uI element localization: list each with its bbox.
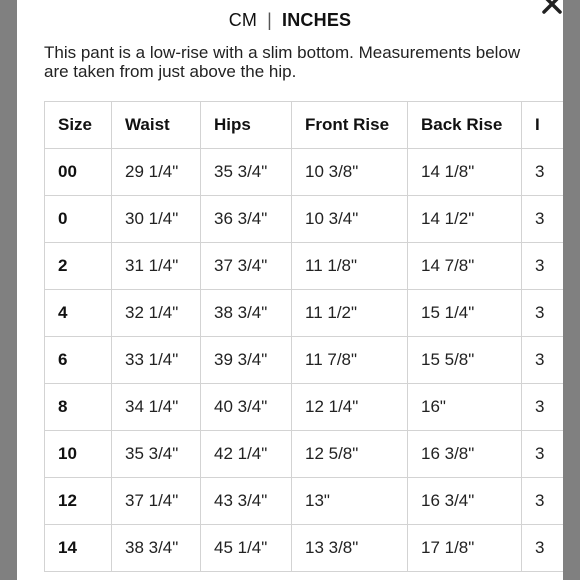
- waist-cell: 34 1/4": [112, 384, 201, 431]
- hips-cell: 45 1/4": [201, 525, 292, 572]
- column-header-hips: Hips: [201, 102, 292, 149]
- size-cell: 2: [45, 243, 112, 290]
- waist-cell: 29 1/4": [112, 149, 201, 196]
- truncated-cell: 3: [522, 243, 564, 290]
- size-cell: 4: [45, 290, 112, 337]
- hips-cell: 36 3/4": [201, 196, 292, 243]
- hips-cell: 35 3/4": [201, 149, 292, 196]
- back-rise-cell: 16 3/4": [408, 478, 522, 525]
- waist-cell: 38 3/4": [112, 525, 201, 572]
- table-row: [45, 337, 564, 384]
- column-header-front-rise: Front Rise: [292, 102, 408, 149]
- waist-cell: 35 3/4": [112, 431, 201, 478]
- waist-cell: 31 1/4": [112, 243, 201, 290]
- table-row: [45, 431, 564, 478]
- size-cell: 0: [45, 196, 112, 243]
- back-rise-cell: 16": [408, 384, 522, 431]
- back-rise-cell: 14 1/2": [408, 196, 522, 243]
- front-rise-cell: 11 1/2": [292, 290, 408, 337]
- size-cell: 10: [45, 431, 112, 478]
- waist-cell: 30 1/4": [112, 196, 201, 243]
- truncated-cell: 3: [522, 525, 564, 572]
- size-chart-modal: [17, 0, 563, 580]
- column-header-truncated: I: [522, 102, 564, 149]
- size-cell: 00: [45, 149, 112, 196]
- unit-separator: |: [267, 10, 273, 30]
- table-row: [45, 290, 564, 337]
- truncated-cell: 3: [522, 196, 564, 243]
- front-rise-cell: 12 5/8": [292, 431, 408, 478]
- waist-cell: 33 1/4": [112, 337, 201, 384]
- hips-cell: 40 3/4": [201, 384, 292, 431]
- size-cell: 12: [45, 478, 112, 525]
- table-row: [45, 243, 564, 290]
- size-cell: 6: [45, 337, 112, 384]
- front-rise-cell: 11 7/8": [292, 337, 408, 384]
- front-rise-cell: 10 3/4": [292, 196, 408, 243]
- truncated-cell: 3: [522, 384, 564, 431]
- truncated-cell: 3: [522, 431, 564, 478]
- hips-cell: 39 3/4": [201, 337, 292, 384]
- truncated-cell: 3: [522, 149, 564, 196]
- back-rise-cell: 15 1/4": [408, 290, 522, 337]
- back-rise-cell: 15 5/8": [408, 337, 522, 384]
- truncated-cell: 3: [522, 337, 564, 384]
- column-header-size: Size: [45, 102, 112, 149]
- column-header-back-rise: Back Rise: [408, 102, 522, 149]
- hips-cell: 42 1/4": [201, 431, 292, 478]
- table-header-row: [45, 102, 564, 149]
- back-rise-cell: 14 7/8": [408, 243, 522, 290]
- back-rise-cell: 14 1/8": [408, 149, 522, 196]
- hips-cell: 38 3/4": [201, 290, 292, 337]
- hips-cell: 37 3/4": [201, 243, 292, 290]
- truncated-cell: 3: [522, 290, 564, 337]
- waist-cell: 32 1/4": [112, 290, 201, 337]
- front-rise-cell: 13": [292, 478, 408, 525]
- table-row: [45, 149, 564, 196]
- size-table-container[interactable]: [44, 101, 563, 580]
- front-rise-cell: 12 1/4": [292, 384, 408, 431]
- hips-cell: 43 3/4": [201, 478, 292, 525]
- front-rise-cell: 10 3/8": [292, 149, 408, 196]
- front-rise-cell: 11 1/8": [292, 243, 408, 290]
- table-row: [45, 384, 564, 431]
- truncated-cell: 3: [522, 478, 564, 525]
- front-rise-cell: 13 3/8": [292, 525, 408, 572]
- table-row: [45, 478, 564, 525]
- table-row: [45, 196, 564, 243]
- fit-description: This pant is a low-rise with a slim bottom. Measurements below are taken from just above the hip.: [44, 43, 521, 81]
- unit-option-cm[interactable]: CM: [228, 10, 258, 30]
- back-rise-cell: 17 1/8": [408, 525, 522, 572]
- table-row: [45, 525, 564, 572]
- waist-cell: 37 1/4": [112, 478, 201, 525]
- size-cell: 8: [45, 384, 112, 431]
- column-header-waist: Waist: [112, 102, 201, 149]
- unit-toggle: [17, 10, 563, 31]
- unit-option-inches[interactable]: INCHES: [282, 10, 352, 30]
- size-table: [44, 101, 563, 572]
- back-rise-cell: 16 3/8": [408, 431, 522, 478]
- size-cell: 14: [45, 525, 112, 572]
